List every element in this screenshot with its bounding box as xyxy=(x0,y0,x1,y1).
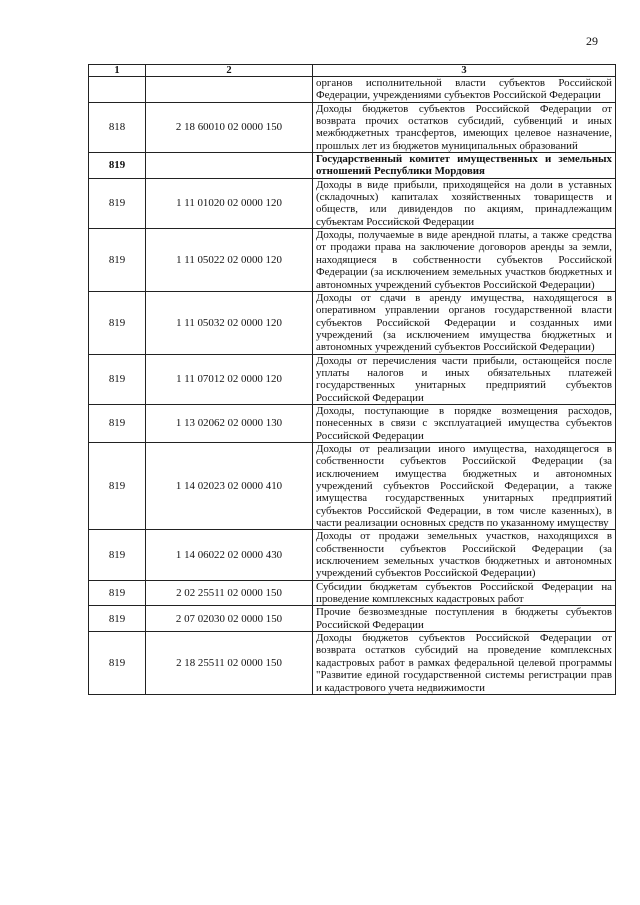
table-row xyxy=(89,530,616,580)
admin-code-cell: 819 xyxy=(89,580,146,606)
revenue-description-cell: Доходы, поступающие в порядке возмещения расходов, понесенных в связи с эксплуатацией имущества субъектов Российской Федерации xyxy=(313,404,616,442)
budget-class-code-cell: 2 07 02030 02 0000 150 xyxy=(146,606,313,632)
admin-code-cell: 819 xyxy=(89,442,146,529)
table-row xyxy=(89,632,616,695)
revenue-description-cell: Доходы от перечисления части прибыли, остающейся после уплаты налогов и иных обязательных платежей государственных унитарных предприятий субъектов Российской Федерации xyxy=(313,354,616,404)
header-col-1: 1 xyxy=(89,65,146,77)
table-row xyxy=(89,606,616,632)
budget-class-code-cell: 2 18 25511 02 0000 150 xyxy=(146,632,313,695)
table-header-row xyxy=(89,65,616,77)
admin-code-cell xyxy=(89,77,146,103)
revenue-description-cell: Государственный комитет имущественных и земельных отношений Республики Мордовия xyxy=(313,153,616,179)
revenue-description-cell: Доходы от реализации иного имущества, находящегося в собственности субъектов Российской Федерации (за исключением имущества бюджетных и автономных учреждений субъектов Российской Федерации, а также имущества государственных унитарных предприятий субъектов Российской Федерации, в том числе казенных), в части реализации основных средств по указанному имуществу xyxy=(313,442,616,529)
admin-code-cell: 819 xyxy=(89,229,146,292)
budget-class-code-cell: 2 18 60010 02 0000 150 xyxy=(146,102,313,152)
table-row xyxy=(89,354,616,404)
admin-code-cell: 819 xyxy=(89,606,146,632)
admin-code-cell: 819 xyxy=(89,178,146,228)
admin-code-cell: 819 xyxy=(89,291,146,354)
revenue-description-cell: Доходы, получаемые в виде арендной платы, а также средства от продажи права на заключение договоров аренды за земли, находящиеся в собственности субъектов Российской Федерации (за исключением земельных участков бюджетных и автономных учреждений субъектов Российской Федерации) xyxy=(313,229,616,292)
revenue-description-cell: Доходы от сдачи в аренду имущества, находящегося в оперативном управлении органов государственной власти субъектов Российской Федерации и созданных ими учреждений (за исключением имущества бюджетных и автономных учреждений субъектов Российской Федерации) xyxy=(313,291,616,354)
revenue-description-cell: Доходы бюджетов субъектов Российской Федерации от возврата прочих остатков субсидий, субвенций и иных межбюджетных трансфертов, имеющих целевое назначение, прошлых лет из бюджетов муниципальных образований xyxy=(313,102,616,152)
budget-class-code-cell: 1 13 02062 02 0000 130 xyxy=(146,404,313,442)
budget-class-code-cell: 1 11 07012 02 0000 120 xyxy=(146,354,313,404)
revenue-description-cell: Доходы в виде прибыли, приходящейся на доли в уставных (складочных) капиталах хозяйственных товариществ и обществ, или дивидендов по акциям, принадлежащим субъектам Российской Федерации xyxy=(313,178,616,228)
page-number: 29 xyxy=(586,34,598,48)
revenue-description-cell: Доходы от продажи земельных участков, находящихся в собственности субъектов Российской Федерации (за исключением земельных участков бюджетных и автономных учреждений субъектов Российской Федерации) xyxy=(313,530,616,580)
header-col-3: 3 xyxy=(313,65,616,77)
admin-code-cell: 819 xyxy=(89,354,146,404)
table-row xyxy=(89,153,616,179)
table-row xyxy=(89,178,616,228)
table-row xyxy=(89,102,616,152)
table-row xyxy=(89,442,616,529)
budget-class-code-cell: 1 11 01020 02 0000 120 xyxy=(146,178,313,228)
table-row xyxy=(89,580,616,606)
budget-class-code-cell xyxy=(146,153,313,179)
admin-code-cell: 819 xyxy=(89,404,146,442)
admin-code-cell: 819 xyxy=(89,153,146,179)
budget-class-code-cell: 1 11 05032 02 0000 120 xyxy=(146,291,313,354)
admin-code-cell: 819 xyxy=(89,530,146,580)
admin-code-cell: 818 xyxy=(89,102,146,152)
budget-class-code-cell: 2 02 25511 02 0000 150 xyxy=(146,580,313,606)
budget-class-code-cell: 1 14 06022 02 0000 430 xyxy=(146,530,313,580)
budget-class-code-cell xyxy=(146,77,313,103)
admin-code-cell: 819 xyxy=(89,632,146,695)
table-row xyxy=(89,291,616,354)
revenue-description-cell: органов исполнительной власти субъектов Российской Федерации, учреждениями субъектов Российской Федерации xyxy=(313,77,616,103)
budget-class-code-cell: 1 14 02023 02 0000 410 xyxy=(146,442,313,529)
revenue-codes-table xyxy=(88,64,616,695)
header-col-2: 2 xyxy=(146,65,313,77)
table-row xyxy=(89,77,616,103)
revenue-description-cell: Субсидии бюджетам субъектов Российской Федерации на проведение комплексных кадастровых работ xyxy=(313,580,616,606)
revenue-description-cell: Доходы бюджетов субъектов Российской Федерации от возврата остатков субсидий на проведение комплексных кадастровых работ в рамках федеральной целевой программы "Развитие единой государственной системы регистрации прав и кадастрового учета недвижимости xyxy=(313,632,616,695)
revenue-description-cell: Прочие безвозмездные поступления в бюджеты субъектов Российской Федерации xyxy=(313,606,616,632)
table-row xyxy=(89,404,616,442)
budget-class-code-cell: 1 11 05022 02 0000 120 xyxy=(146,229,313,292)
table-row xyxy=(89,229,616,292)
